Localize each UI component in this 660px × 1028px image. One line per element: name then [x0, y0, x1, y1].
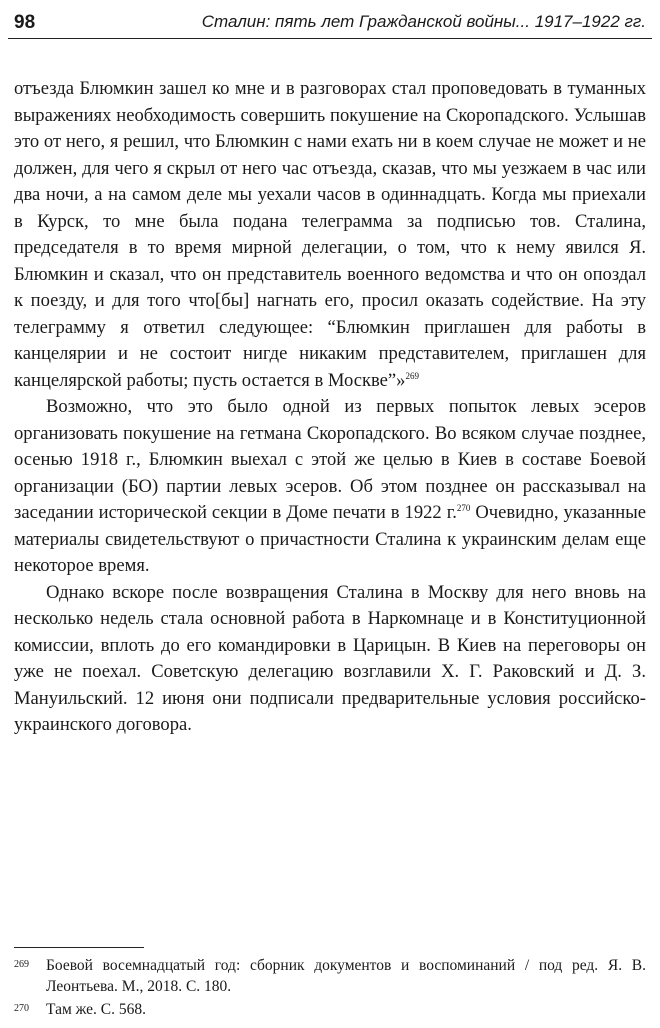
footnote-ref-269[interactable]: 269	[405, 370, 419, 381]
footnote-269	[14, 955, 646, 997]
footnote-text: Боевой восемнадцатый год: сборник документов и воспоминаний / под ред. Я. В. Леонтьева. М., 2018. С. 180.	[46, 957, 646, 995]
footnote-number: 270	[14, 1003, 29, 1014]
footnote-ref-270[interactable]: 270	[456, 502, 471, 513]
footnotes	[14, 955, 646, 1022]
running-title: Сталин: пять лет Гражданской войны... 1917–1922 гг.	[201, 12, 646, 31]
paragraph-1-text: отъезда Блюмкин зашел ко мне и в разговорах стал проповедовать в туманных выражениях необходимость совершить покушение на Скоропадского. Услышав это от него, я решил, что Блюмкин с нами ехать ни в коем случае не может и не должен, для чего я скрыл от него час отъезда, сказав, что мы уезжаем в час или два ночи, а на самом деле мы уехали часов в одиннадцать. Когда мы приехали в Курск, то мне была подана телеграмма за подписью тов. Сталина, председателя в то время мирной делегации, о том, что к нему явился Я. Блюмкин и сказал, что он представитель военного ведомства и что он опоздал к поезду, и для того что[бы] нагнать его, просил оказать содействие. На эту телеграмму я ответил следующее: “Блюмкин приглашен для работы в канцелярии и не состоит нигде никаким представителем, приглашен для канцелярской работы; пусть остается в Москве”»	[14, 78, 646, 391]
footnote-text: Там же. С. 568.	[46, 1001, 146, 1018]
footnote-270	[14, 999, 646, 1020]
paragraph-2	[14, 394, 646, 580]
paragraph-1	[14, 76, 646, 394]
paragraph-3: Однако вскоре после возвращения Сталина в Москву для него вновь на несколько недель стала основной работа в Наркомнаце и в Конституционной комиссии, вплоть до его командировки в Царицын. В Киев на переговоры он уже не поехал. Советскую делегацию возглавили Х. Г. Раковский и Д. З. Мануильский. 12 июня они подписали предварительные условия российско-украинского договора.	[14, 581, 646, 735]
page-header	[8, 8, 652, 39]
body-text	[14, 76, 646, 739]
page-number: 98	[14, 12, 36, 33]
footnote-divider	[14, 947, 144, 948]
footnote-number: 269	[14, 959, 29, 970]
paragraph-2-text: Возможно, что это было одной из первых попыток левых эсеров организовать покушение на гетмана Скоропадского. Во всяком случае позднее, осенью 1918 г., Блюмкин выехал с этой же целью в Киев в составе Боевой организации (БО) партии левых эсеров. Об этом позднее он рассказывал на заседании исторической секции в Доме печати в 1922 г.	[14, 396, 646, 523]
paragraph-2-tail: Очевидно, указанные материалы свидетельствуют о причастности Сталина к украинским делам еще некоторое время.	[14, 502, 646, 576]
